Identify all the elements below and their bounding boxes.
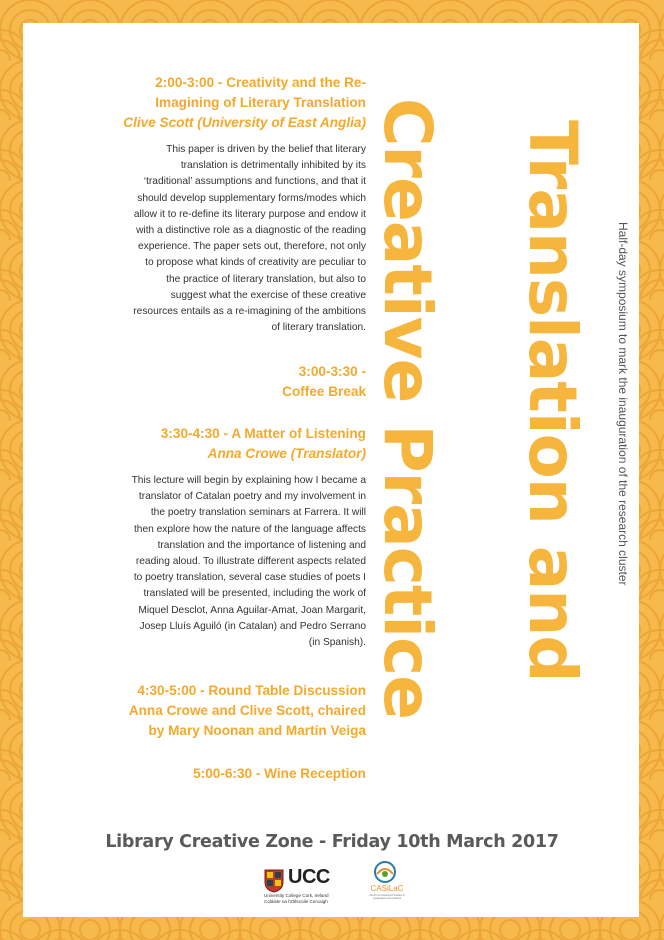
abstract-line: the poetry translation seminars at Farrera. It will	[150, 507, 366, 519]
session-title: 2:00-3:00 - Creativity and the Re-	[155, 75, 366, 90]
session-wine-reception	[60, 764, 366, 784]
abstract-line: Miquel Desclot, Anna Aguilar-Amat, Joan Margarit,	[138, 604, 366, 616]
abstract-line: resources entails as a re-imagining of the ambitions	[133, 306, 366, 318]
session-speaker: Anna Crowe (Translator)	[207, 446, 366, 461]
ucc-caption: University College Cork, Ireland	[264, 893, 329, 898]
session-creativity	[60, 73, 366, 336]
poster-title-line-2: Creative Practice	[369, 98, 446, 719]
ucc-wordmark: UCC	[288, 866, 330, 888]
abstract-line: to poetry translation, several case studies of poets I	[133, 572, 366, 584]
session-round-table	[60, 681, 366, 741]
abstract-line: with a distinctive role as a diagnostic of the reading	[136, 225, 366, 237]
session-abstract	[60, 473, 366, 651]
abstract-line: ‘traditional’ assumptions and functions, and that it	[143, 176, 366, 188]
abstract-line: translation and the importance of listening and	[157, 539, 366, 551]
abstract-line: translated will be presented, including the work of	[143, 588, 366, 600]
abstract-line: translator of Catalan poetry and my involvement in	[138, 491, 366, 503]
abstract-line: This paper is driven by the belief that literary	[166, 144, 366, 155]
casilac-caption-line: Centre for Advanced Studies in	[369, 894, 405, 897]
session-abstract	[60, 142, 366, 336]
circle-logo-icon	[373, 860, 397, 884]
abstract-line: the practice of literary translation, but also to	[166, 273, 366, 285]
abstract-line: Josep Lluís Aguiló (in Catalan) and Pedro Serrano	[139, 620, 366, 632]
session-title: 4:30-5:00 - Round Table Discussion	[137, 683, 366, 698]
abstract-line: experience. The paper sets out, therefore, not only	[137, 241, 366, 253]
session-title: Anna Crowe and Clive Scott, chaired	[128, 703, 366, 718]
poster-subtitle: Half-day symposium to mark the inauguration of the research cluster	[616, 222, 630, 586]
session-title: by Mary Noonan and Martín Veiga	[148, 723, 366, 738]
ucc-logo	[264, 866, 374, 906]
session-title: 3:00-3:30 -	[298, 364, 366, 379]
casilac-logo	[362, 860, 412, 910]
session-title: Coffee Break	[282, 384, 366, 399]
session-speaker: Clive Scott (University of East Anglia)	[123, 115, 366, 130]
venue-date: Library Creative Zone - Friday 10th March 2017	[105, 832, 559, 852]
poster-title-line-1: Translation and	[514, 120, 591, 682]
abstract-line: (in Spanish).	[308, 637, 366, 649]
session-title: Imagining of Literary Translation	[155, 95, 366, 110]
crest-icon	[264, 869, 284, 893]
abstract-line: of literary translation.	[271, 322, 366, 334]
abstract-line: This lecture will begin by explaining how I became a	[131, 475, 366, 486]
casilac-caption-line: Languages and Cultures	[372, 897, 402, 901]
session-title: 3:30-4:30 - A Matter of Listening	[160, 426, 366, 441]
abstract-line: to propose what kinds of creativity are peculiar to	[145, 257, 366, 269]
session-coffee-break	[60, 362, 366, 402]
abstract-line: then explore how the nature of the language affects	[133, 523, 366, 535]
session-title: 5:00-6:30 - Wine Reception	[193, 766, 366, 781]
abstract-line: should develop supplementary forms/modes which	[137, 192, 366, 204]
abstract-line: allow it to re-define its literary purpose and endow it	[133, 208, 366, 220]
abstract-line: reading aloud. To illustrate different aspects related	[135, 556, 366, 568]
session-listening	[60, 424, 366, 651]
abstract-line: translation is detrimentally inhibited by its	[180, 160, 366, 172]
abstract-line: suggest what the exercise of these creative	[170, 289, 366, 301]
casilac-wordmark: CASiLaC	[370, 884, 404, 893]
ucc-caption-irish: Coláiste na hOllscoile Corcaigh	[264, 899, 328, 904]
casilac-caption	[362, 894, 412, 900]
